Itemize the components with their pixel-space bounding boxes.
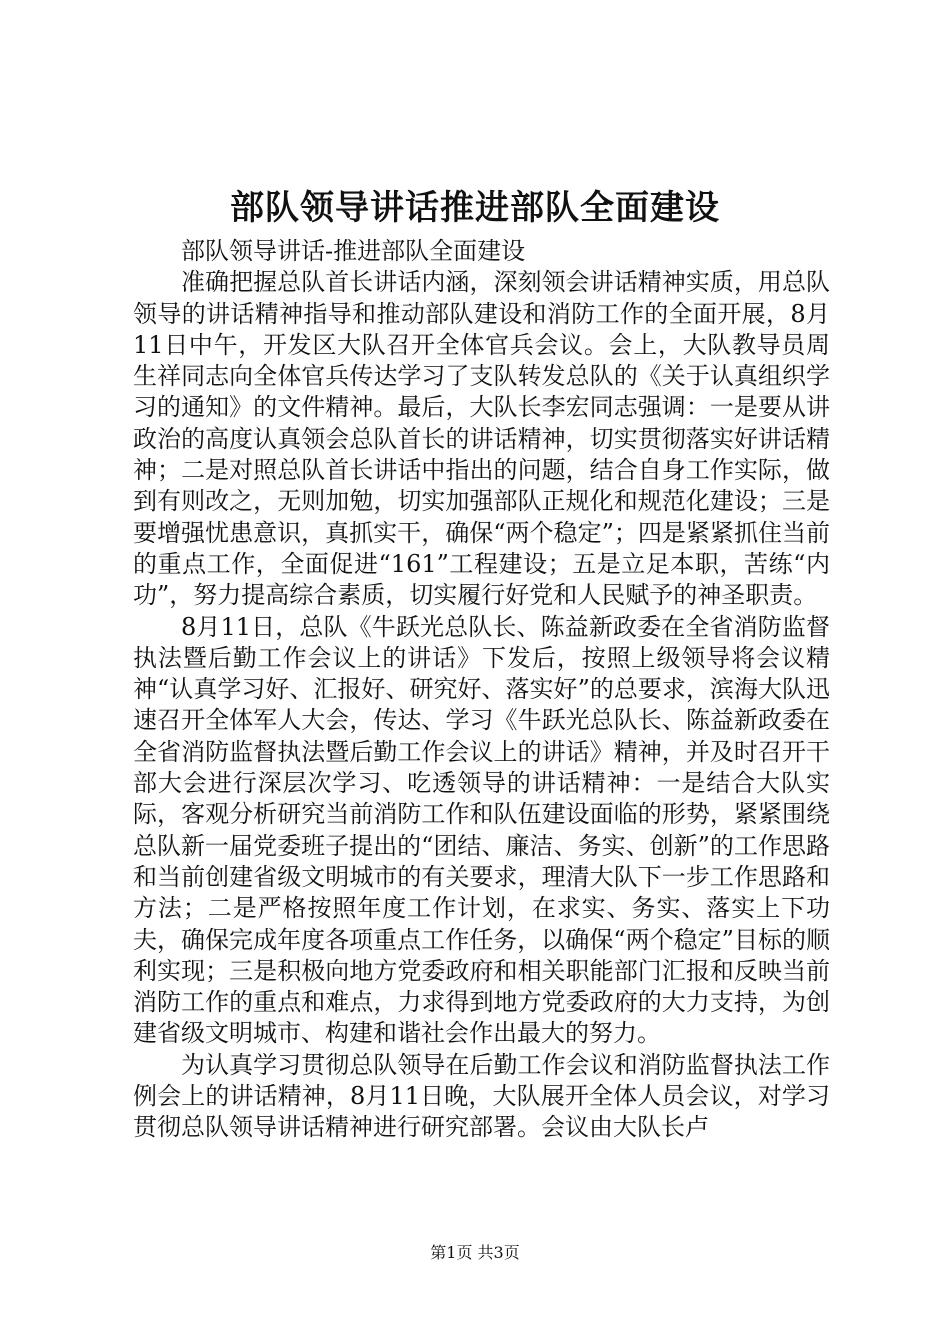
document-body	[133, 236, 830, 1144]
page-number-footer: 第1页 共3页	[430, 1243, 520, 1262]
paragraph: 准确把握总队首长讲话内涵，深刻领会讲话精神实质，用总队领导的讲话精神指导和推动部队建设和消防工作的全面开展，8月11日中午，开发区大队召开全体官兵会议。会上，大队教导员周生祥同志向全体官兵传达学习了支队转发总队的《关于认真组织学习的通知》的文件精神。最后，大队长李宏同志强调：一是要从讲政治的高度认真领会总队首长的讲话精神，切实贯彻落实好讲话精神；二是对照总队首长讲话中指出的问题，结合自身工作实际，做到有则改之，无则加勉，切实加强部队正规化和规范化建设；三是要增强忧患意识，真抓实干，确保“两个稳定”；四是紧紧抓住当前的重点工作，全面促进“161”工程建设；五是立足本职，苦练“内功”，努力提高综合素质，切实履行好党和人民赋予的神圣职责。	[133, 268, 830, 610]
paragraph: 为认真学习贯彻总队领导在后勤工作会议和消防监督执法工作例会上的讲话精神，8月11日晚，大队展开全体人员会议，对学习贯彻总队领导讲话精神进行研究部署。会议由大队长卢	[133, 1050, 830, 1142]
document-title: 部队领导讲话推进部队全面建设	[230, 188, 720, 228]
paragraph: 8月11日，总队《牛跃光总队长、陈益新政委在全省消防监督执法暨后勤工作会议上的讲话》下发后，按照上级领导将会议精神“认真学习好、汇报好、研究好、落实好”的总要求，滨海大队迅速召开全体军人大会，传达、学习《牛跃光总队长、陈益新政委在全省消防监督执法暨后勤工作会议上的讲话》精神，并及时召开干部大会进行深层次学习、吃透领导的讲话精神：一是结合大队实际，客观分析研究当前消防工作和队伍建设面临的形势，紧紧围绕总队新一届党委班子提出的“团结、廉洁、务实、创新”的工作思路和当前创建省级文明城市的有关要求，理清大队下一步工作思路和方法；二是严格按照年度工作计划，在求实、务实、落实上下功夫，确保完成年度各项重点工作任务，以确保“两个稳定”目标的顺利实现；三是积极向地方党委政府和相关职能部门汇报和反映当前消防工作的重点和难点，力求得到地方党委政府的大力支持，为创建省级文明城市、构建和谐社会作出最大的努力。	[133, 612, 830, 1048]
paragraph-subtitle: 部队领导讲话-推进部队全面建设	[181, 237, 526, 265]
